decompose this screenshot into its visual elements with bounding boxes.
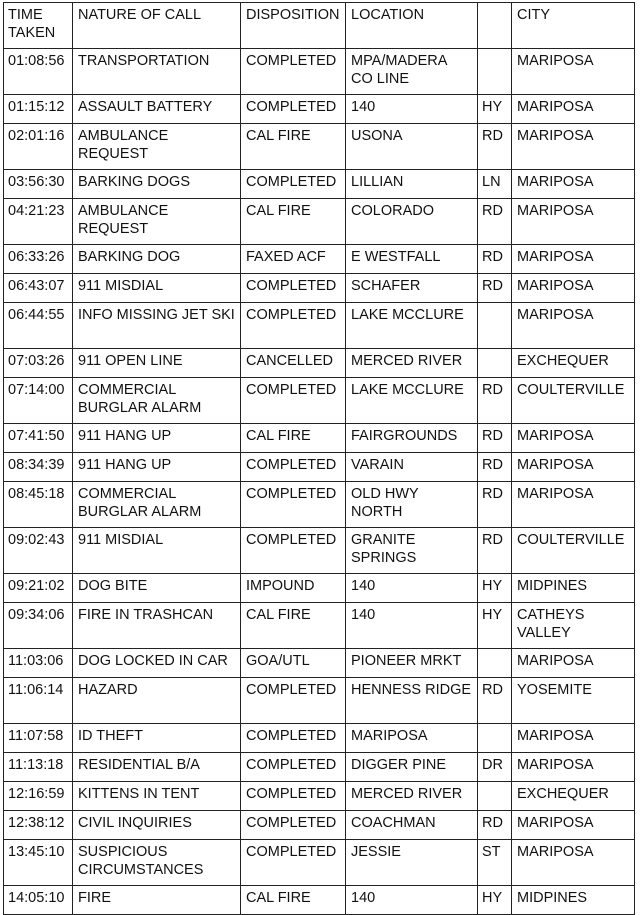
cell-location: MPA/MADERA CO LINE — [346, 49, 478, 95]
cell-suffix — [478, 49, 512, 95]
cell-city: MARIPOSA — [512, 811, 635, 840]
table-row — [4, 303, 635, 349]
cell-time: 04:21:23 — [4, 199, 73, 245]
table-row — [4, 378, 635, 424]
cell-city: MARIPOSA — [512, 753, 635, 782]
cell-city: MARIPOSA — [512, 245, 635, 274]
cell-time: 12:38:12 — [4, 811, 73, 840]
table-row — [4, 782, 635, 811]
cell-suffix — [478, 649, 512, 678]
table-row — [4, 678, 635, 724]
table-row — [4, 724, 635, 753]
cell-city: EXCHEQUER — [512, 782, 635, 811]
cell-time: 01:15:12 — [4, 95, 73, 124]
cell-city: MARIPOSA — [512, 274, 635, 303]
cell-suffix: HY — [478, 886, 512, 915]
cell-disposition: CAL FIRE — [241, 124, 346, 170]
cell-disposition: CAL FIRE — [241, 886, 346, 915]
cell-location: USONA — [346, 124, 478, 170]
cell-suffix: RD — [478, 424, 512, 453]
cell-disposition: COMPLETED — [241, 170, 346, 199]
table-row — [4, 649, 635, 678]
cell-time: 09:21:02 — [4, 574, 73, 603]
cell-suffix — [478, 303, 512, 349]
cell-location: 140 — [346, 574, 478, 603]
cell-disposition: FAXED ACF — [241, 245, 346, 274]
cell-time: 07:41:50 — [4, 424, 73, 453]
cell-nature: CIVIL INQUIRIES — [73, 811, 241, 840]
cell-location: MERCED RIVER — [346, 349, 478, 378]
table-row — [4, 574, 635, 603]
cell-city: MARIPOSA — [512, 199, 635, 245]
cell-nature: HAZARD — [73, 678, 241, 724]
cell-time: 07:14:00 — [4, 378, 73, 424]
cell-time: 11:13:18 — [4, 753, 73, 782]
cell-location: E WESTFALL — [346, 245, 478, 274]
cell-location: LAKE MCCLURE — [346, 378, 478, 424]
cell-suffix: ST — [478, 840, 512, 886]
cell-nature: 911 HANG UP — [73, 453, 241, 482]
cell-nature: COMMERCIAL BURGLAR ALARM — [73, 378, 241, 424]
cell-time: 07:03:26 — [4, 349, 73, 378]
cell-city: EXCHEQUER — [512, 349, 635, 378]
cell-disposition: COMPLETED — [241, 724, 346, 753]
table-row — [4, 482, 635, 528]
cell-location: MERCED RIVER — [346, 782, 478, 811]
cell-nature: 911 MISDIAL — [73, 274, 241, 303]
table-row — [4, 603, 635, 649]
cell-disposition: GOA/UTL — [241, 649, 346, 678]
table-header-row — [4, 3, 635, 49]
cell-nature: ID THEFT — [73, 724, 241, 753]
cell-time: 13:45:10 — [4, 840, 73, 886]
cell-city: MIDPINES — [512, 886, 635, 915]
cell-disposition: COMPLETED — [241, 274, 346, 303]
header-nature-of-call: NATURE OF CALL — [73, 3, 241, 49]
cell-city: MARIPOSA — [512, 424, 635, 453]
cell-nature: KITTENS IN TENT — [73, 782, 241, 811]
cell-suffix: RD — [478, 199, 512, 245]
table-row — [4, 424, 635, 453]
cell-time: 06:33:26 — [4, 245, 73, 274]
cell-time: 11:03:06 — [4, 649, 73, 678]
cell-city: MARIPOSA — [512, 453, 635, 482]
table-body — [4, 49, 635, 915]
cell-time: 08:34:39 — [4, 453, 73, 482]
cell-nature: 911 MISDIAL — [73, 528, 241, 574]
cell-disposition: COMPLETED — [241, 378, 346, 424]
cell-location: PIONEER MRKT — [346, 649, 478, 678]
cell-suffix: RD — [478, 528, 512, 574]
cell-city: MARIPOSA — [512, 49, 635, 95]
cell-disposition: COMPLETED — [241, 95, 346, 124]
cell-location: SCHAFER — [346, 274, 478, 303]
cell-city: MARIPOSA — [512, 124, 635, 170]
cell-location: MARIPOSA — [346, 724, 478, 753]
cell-nature: FIRE — [73, 886, 241, 915]
cell-location: HENNESS RIDGE — [346, 678, 478, 724]
cell-location: FAIRGROUNDS — [346, 424, 478, 453]
table-row — [4, 199, 635, 245]
header-street-suffix — [478, 3, 512, 49]
cell-time: 06:44:55 — [4, 303, 73, 349]
cell-city: MARIPOSA — [512, 649, 635, 678]
cell-location: VARAIN — [346, 453, 478, 482]
cell-suffix: RD — [478, 811, 512, 840]
table-row — [4, 886, 635, 915]
table-row — [4, 124, 635, 170]
cell-location: 140 — [346, 603, 478, 649]
table-row — [4, 349, 635, 378]
cell-city: MIDPINES — [512, 574, 635, 603]
header-location: LOCATION — [346, 3, 478, 49]
header-disposition: DISPOSITION — [241, 3, 346, 49]
cell-disposition: CAL FIRE — [241, 199, 346, 245]
cell-location: COACHMAN — [346, 811, 478, 840]
cell-suffix: RD — [478, 678, 512, 724]
cell-disposition: COMPLETED — [241, 453, 346, 482]
cell-time: 08:45:18 — [4, 482, 73, 528]
cell-disposition: IMPOUND — [241, 574, 346, 603]
table-row — [4, 245, 635, 274]
table-row — [4, 274, 635, 303]
cell-nature: BARKING DOGS — [73, 170, 241, 199]
cell-location: 140 — [346, 95, 478, 124]
cell-nature: SUSPICIOUS CIRCUMSTANCES — [73, 840, 241, 886]
cell-disposition: COMPLETED — [241, 303, 346, 349]
cell-time: 09:34:06 — [4, 603, 73, 649]
cell-time: 06:43:07 — [4, 274, 73, 303]
call-log-table — [3, 2, 635, 915]
table-row — [4, 49, 635, 95]
cell-city: MARIPOSA — [512, 170, 635, 199]
cell-city: MARIPOSA — [512, 95, 635, 124]
cell-disposition: CAL FIRE — [241, 424, 346, 453]
table-row — [4, 453, 635, 482]
cell-nature: INFO MISSING JET SKI — [73, 303, 241, 349]
cell-nature: DOG LOCKED IN CAR — [73, 649, 241, 678]
cell-suffix — [478, 349, 512, 378]
cell-nature: BARKING DOG — [73, 245, 241, 274]
cell-suffix: HY — [478, 95, 512, 124]
cell-location: GRANITE SPRINGS — [346, 528, 478, 574]
cell-location: LAKE MCCLURE — [346, 303, 478, 349]
cell-suffix: DR — [478, 753, 512, 782]
cell-disposition: CANCELLED — [241, 349, 346, 378]
cell-suffix — [478, 724, 512, 753]
cell-location: JESSIE — [346, 840, 478, 886]
cell-city: COULTERVILLE — [512, 378, 635, 424]
cell-location: OLD HWY NORTH — [346, 482, 478, 528]
cell-city: CATHEYS VALLEY — [512, 603, 635, 649]
cell-city: MARIPOSA — [512, 303, 635, 349]
cell-suffix: RD — [478, 453, 512, 482]
cell-city: MARIPOSA — [512, 724, 635, 753]
table-row — [4, 528, 635, 574]
cell-suffix: RD — [478, 124, 512, 170]
cell-time: 09:02:43 — [4, 528, 73, 574]
cell-disposition: COMPLETED — [241, 528, 346, 574]
cell-nature: DOG BITE — [73, 574, 241, 603]
cell-nature: TRANSPORTATION — [73, 49, 241, 95]
cell-suffix: LN — [478, 170, 512, 199]
table-row — [4, 95, 635, 124]
cell-time: 11:07:58 — [4, 724, 73, 753]
header-time-taken: TIME TAKEN — [4, 3, 73, 49]
cell-city: MARIPOSA — [512, 482, 635, 528]
cell-time: 14:05:10 — [4, 886, 73, 915]
cell-city: COULTERVILLE — [512, 528, 635, 574]
cell-nature: RESIDENTIAL B/A — [73, 753, 241, 782]
cell-disposition: COMPLETED — [241, 678, 346, 724]
cell-time: 01:08:56 — [4, 49, 73, 95]
cell-time: 03:56:30 — [4, 170, 73, 199]
cell-nature: FIRE IN TRASHCAN — [73, 603, 241, 649]
cell-disposition: COMPLETED — [241, 840, 346, 886]
cell-location: COLORADO — [346, 199, 478, 245]
cell-time: 02:01:16 — [4, 124, 73, 170]
table-row — [4, 753, 635, 782]
cell-time: 12:16:59 — [4, 782, 73, 811]
cell-city: YOSEMITE — [512, 678, 635, 724]
cell-nature: ASSAULT BATTERY — [73, 95, 241, 124]
cell-disposition: COMPLETED — [241, 782, 346, 811]
cell-nature: 911 OPEN LINE — [73, 349, 241, 378]
cell-nature: COMMERCIAL BURGLAR ALARM — [73, 482, 241, 528]
cell-suffix: RD — [478, 378, 512, 424]
table-row — [4, 840, 635, 886]
cell-disposition: COMPLETED — [241, 482, 346, 528]
header-city: CITY — [512, 3, 635, 49]
table-row — [4, 811, 635, 840]
cell-location: 140 — [346, 886, 478, 915]
cell-city: MARIPOSA — [512, 840, 635, 886]
cell-disposition: CAL FIRE — [241, 603, 346, 649]
cell-suffix: HY — [478, 603, 512, 649]
table-row — [4, 170, 635, 199]
cell-location: LILLIAN — [346, 170, 478, 199]
cell-disposition: COMPLETED — [241, 811, 346, 840]
cell-disposition: COMPLETED — [241, 49, 346, 95]
cell-suffix: RD — [478, 482, 512, 528]
cell-location: DIGGER PINE — [346, 753, 478, 782]
cell-suffix — [478, 782, 512, 811]
cell-time: 11:06:14 — [4, 678, 73, 724]
cell-suffix: RD — [478, 245, 512, 274]
cell-nature: AMBULANCE REQUEST — [73, 124, 241, 170]
cell-suffix: HY — [478, 574, 512, 603]
cell-suffix: RD — [478, 274, 512, 303]
cell-disposition: COMPLETED — [241, 753, 346, 782]
cell-nature: AMBULANCE REQUEST — [73, 199, 241, 245]
cell-nature: 911 HANG UP — [73, 424, 241, 453]
